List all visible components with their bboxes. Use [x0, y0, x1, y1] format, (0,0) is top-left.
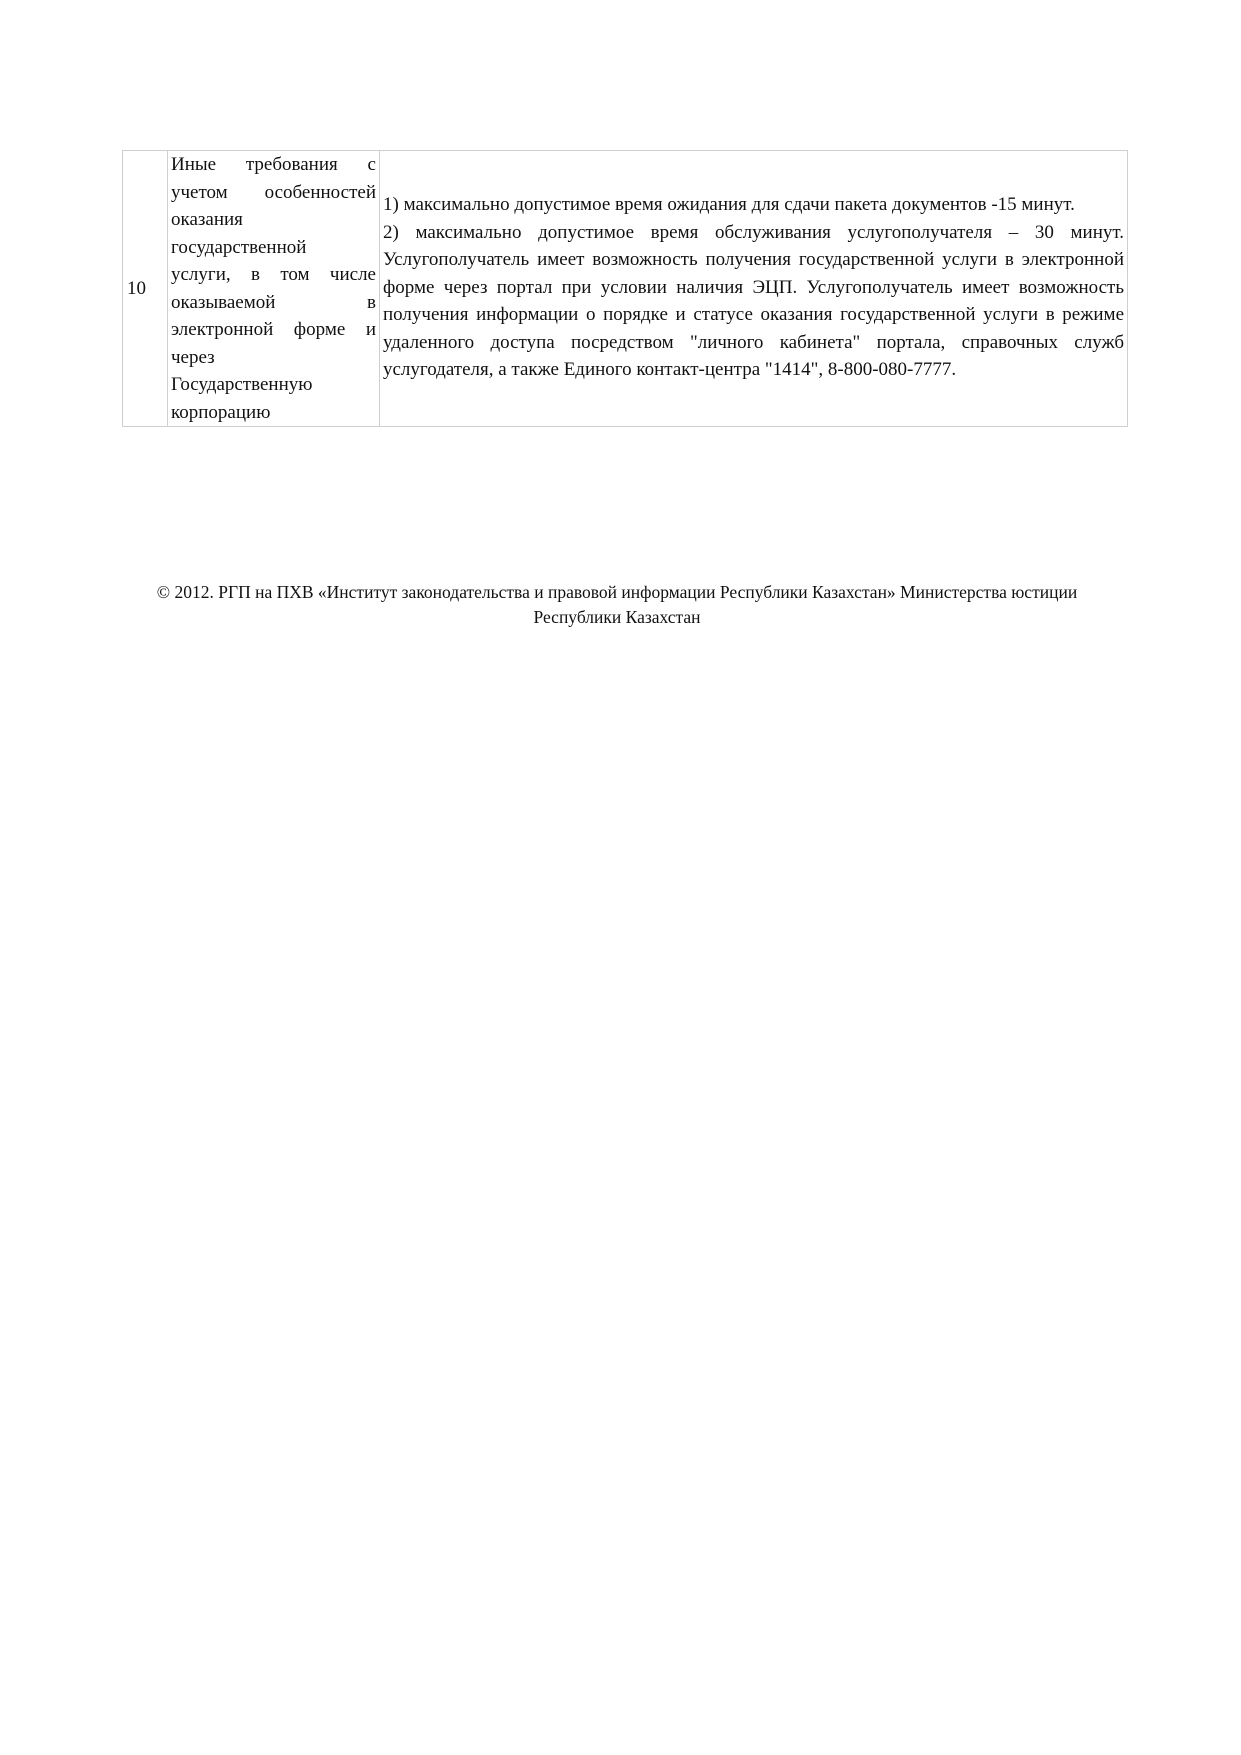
requirement-paragraph: 1) максимально допустимое время ожидания для сдачи пакета документов -15 минут. — [383, 194, 1075, 216]
requirement-name-line: Иные требования с — [171, 154, 376, 175]
requirement-paragraph: 2) максимально допустимое время обслуживания услугополучателя – 30 минут. Услугополучатель имеет возможность получения государственной услуги в электронной форме через портал при условии наличия ЭЦП. Услугополучатель имеет возможность получения информации о порядке и статусе оказания государственной услуги в режиме удаленного доступа посредством "личного кабинета" портала, справочных служб услугодателя, а также Единого контакт-центра "1414", 8-800-080-7777. — [383, 221, 1124, 381]
copyright-line: Республики Казахстан — [533, 607, 701, 627]
requirement-name-line: учетом особенностей — [171, 181, 376, 203]
copyright-footer — [122, 580, 1112, 630]
requirement-name-line: через — [171, 346, 215, 368]
requirement-text-cell — [380, 151, 1128, 427]
row-number: 10 — [127, 277, 146, 299]
requirement-name-line: оказываемой в — [171, 291, 376, 313]
requirement-name-line: услуги, в том числе — [171, 264, 376, 285]
row-number-cell — [123, 151, 168, 427]
copyright-line: © 2012. РГП на ПХВ «Институт законодательства и правовой информации Республики Казахстан» Министерства юстиции — [156, 582, 1078, 602]
requirements-table — [122, 150, 1128, 427]
requirement-name-line: оказания — [171, 209, 243, 230]
requirement-name-line: корпорацию — [171, 401, 271, 423]
requirement-name-cell — [168, 151, 380, 427]
requirement-name-line: электронной форме и — [171, 319, 376, 340]
requirement-name-line: государственной — [171, 236, 307, 258]
table-row — [123, 151, 1128, 427]
requirement-name-line: Государственную — [171, 374, 313, 395]
